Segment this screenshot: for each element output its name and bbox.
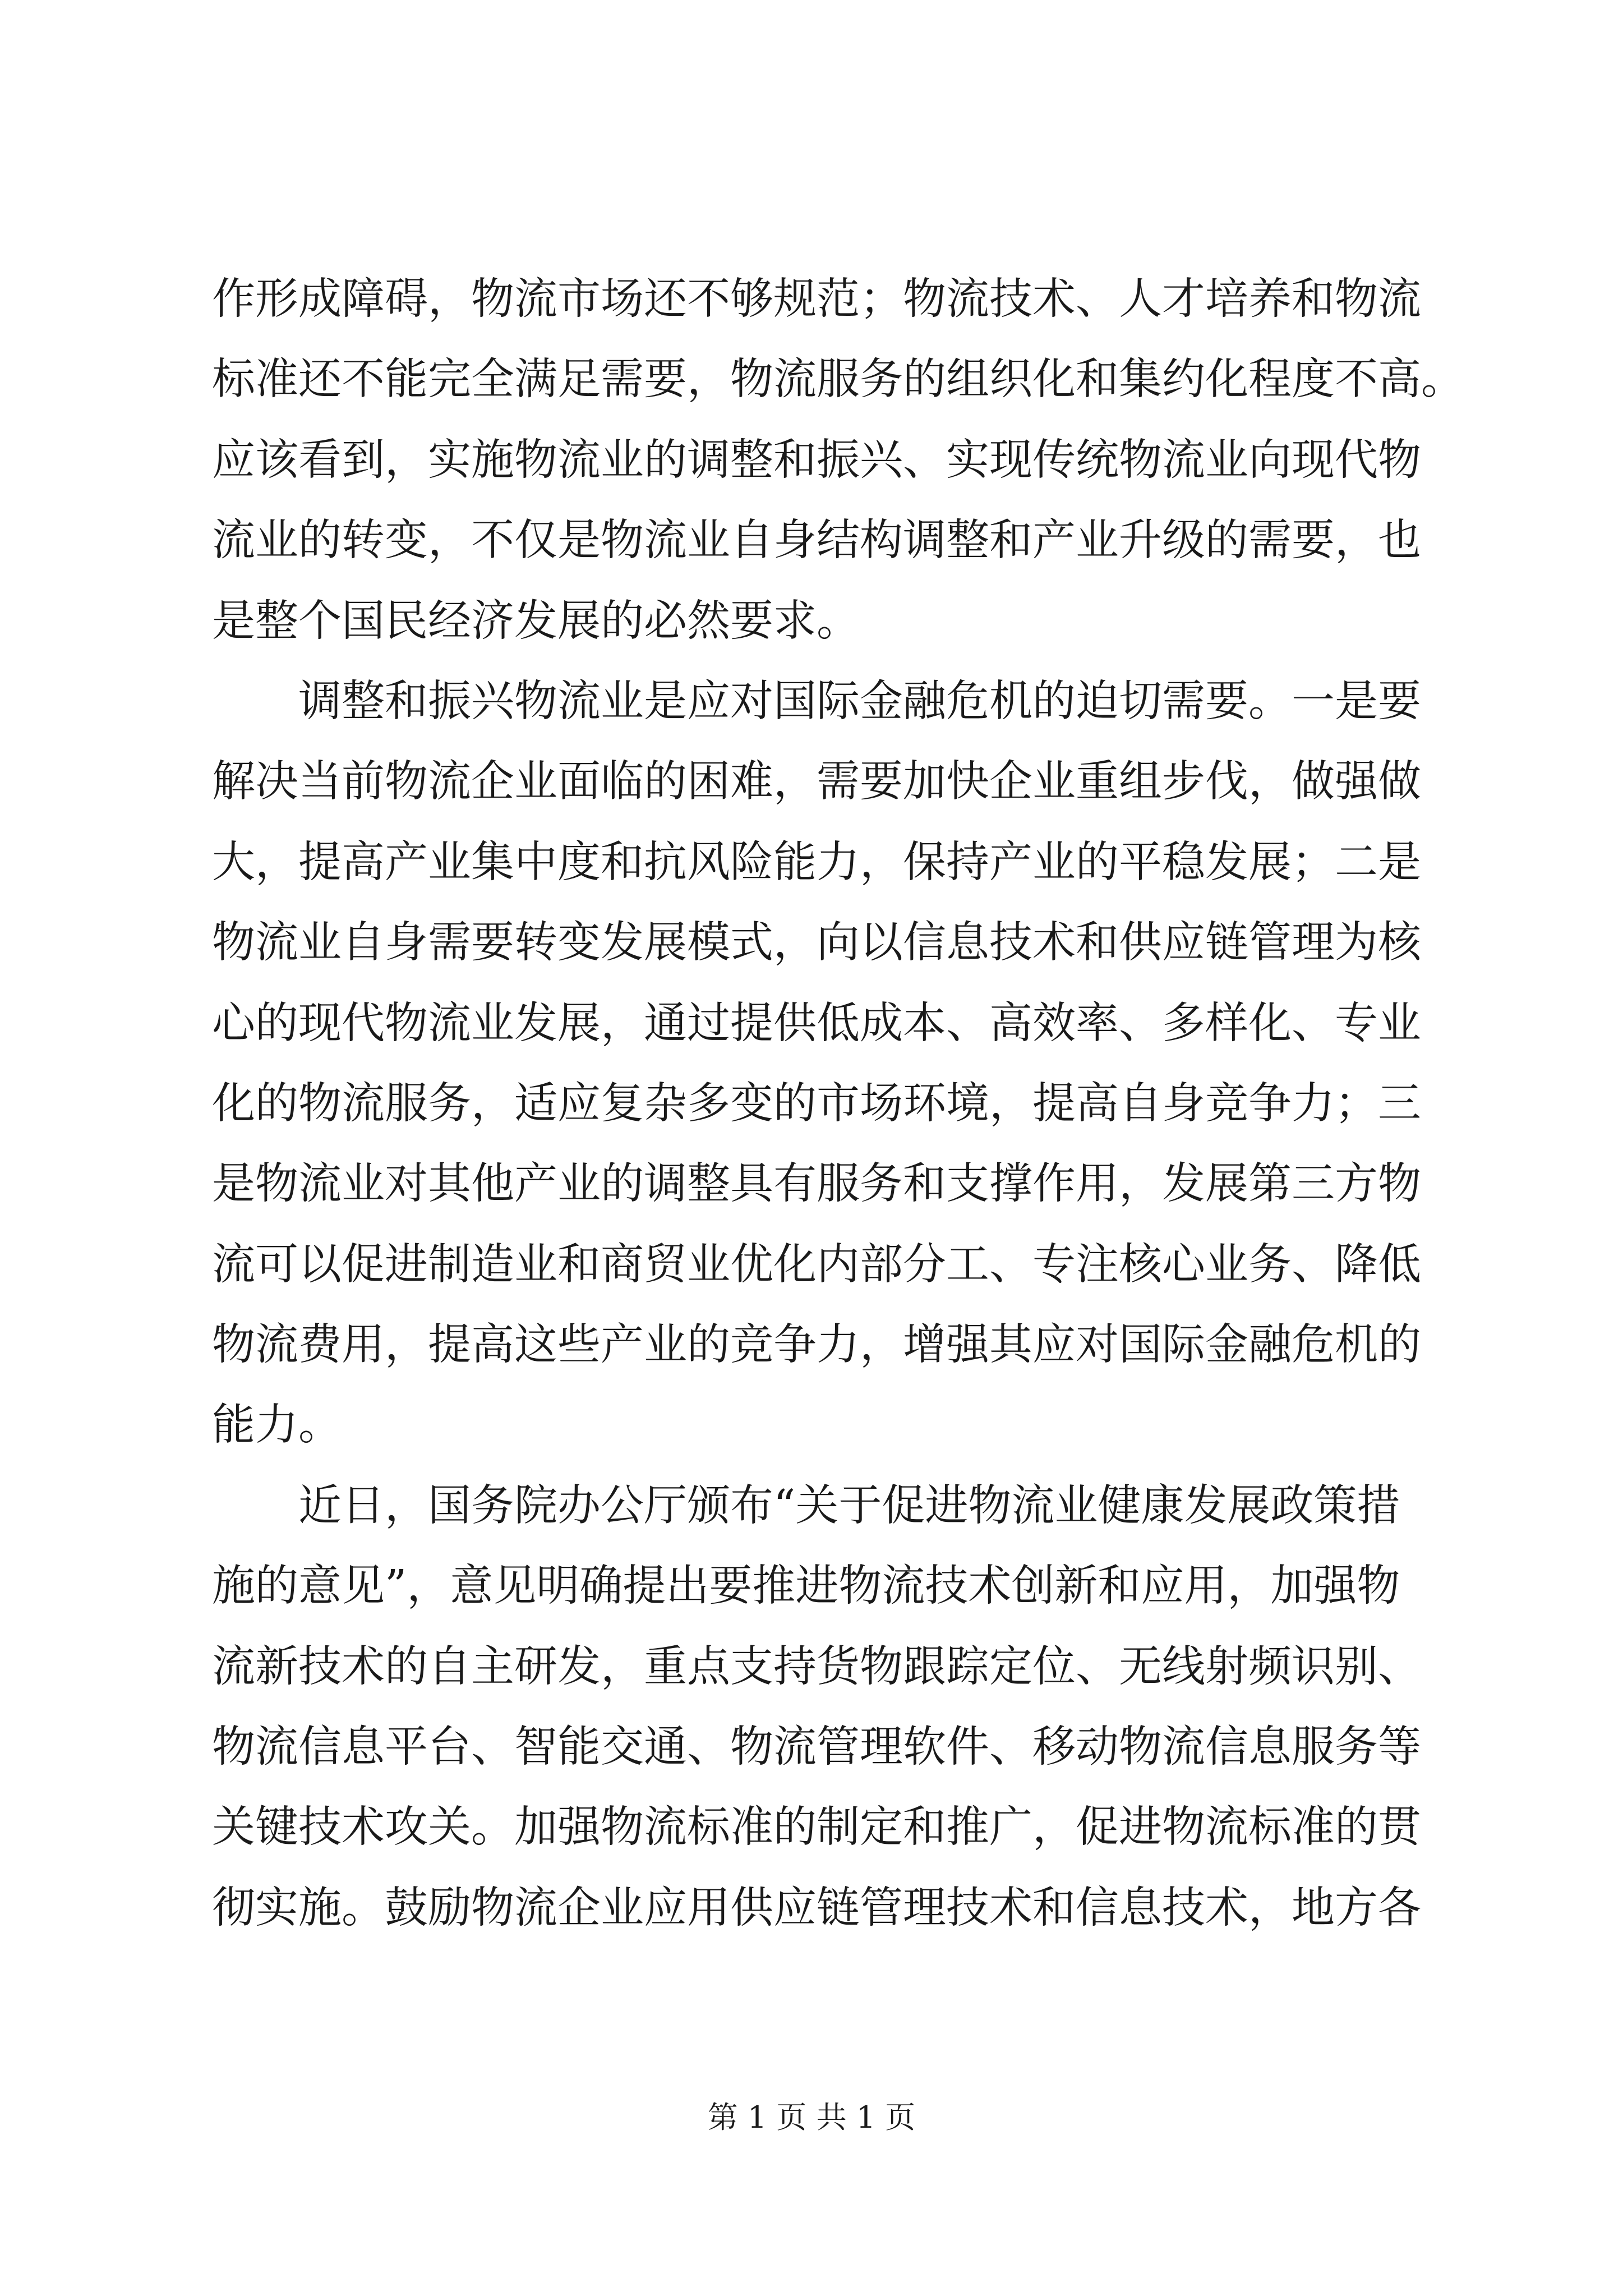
text-line: 标准还不能完全满足需要，物流服务的组织化和集约化程度不高。 <box>212 355 1464 405</box>
text-line: 物流业自身需要转变发展模式，向以信息技术和供应链管理为核 <box>212 918 1421 968</box>
body-text <box>212 259 1464 1948</box>
text-line: 解决当前物流企业面临的困难，需要加快企业重组步伐，做强做 <box>212 757 1421 807</box>
text-line: 化的物流服务，适应复杂多变的市场环境，提高自身竞争力；三 <box>212 1078 1421 1129</box>
text-line: 关键技术攻关。加强物流标准的制定和推广，促进物流标准的贯 <box>212 1802 1421 1853</box>
text-line: 流新技术的自主研发，重点支持货物跟踪定位、无线射频识别、 <box>212 1641 1421 1692</box>
text-line: 流业的转变，不仅是物流业自身结构调整和产业升级的需要，也 <box>212 516 1421 566</box>
text-line: 应该看到，实施物流业的调整和振兴、实现传统物流业向现代物 <box>212 435 1421 485</box>
text-line: 流可以促进制造业和商贸业优化内部分工、专注核心业务、降低 <box>212 1239 1421 1290</box>
text-line: 心的现代物流业发展，通过提供低成本、高效率、多样化、专业 <box>212 998 1421 1048</box>
text-line: 是物流业对其他产业的调整具有服务和支撑作用，发展第三方物 <box>212 1159 1421 1209</box>
page-footer <box>0 2098 1623 2137</box>
text-line: 作形成障碍，物流市场还不够规范；物流技术、人才培养和物流 <box>212 274 1421 324</box>
text-line: 大，提高产业集中度和抗风险能力，保持产业的平稳发展；二是 <box>212 837 1421 887</box>
text-line: 能力。 <box>212 1400 342 1451</box>
text-line: 施的意见”，意见明确提出要推进物流技术创新和应用，加强物 <box>212 1561 1400 1612</box>
text-line: 彻实施。鼓励物流企业应用供应链管理技术和信息技术，地方各 <box>212 1883 1421 1933</box>
text-line: 是整个国民经济发展的必然要求。 <box>212 596 860 646</box>
text-line: 物流信息平台、智能交通、物流管理软件、移动物流信息服务等 <box>212 1722 1421 1773</box>
text-line: 物流费用，提高这些产业的竞争力，增强其应对国际金融危机的 <box>212 1320 1421 1370</box>
paragraph-first-line: 调整和振兴物流业是应对国际金融危机的迫切需要。一是要 <box>298 676 1421 726</box>
page-number: 第 1 页 共 1 页 <box>707 2100 916 2135</box>
paragraph-first-line: 近日，国务院办公厅颁布“关于促进物流业健康发展政策措 <box>298 1480 1400 1531</box>
